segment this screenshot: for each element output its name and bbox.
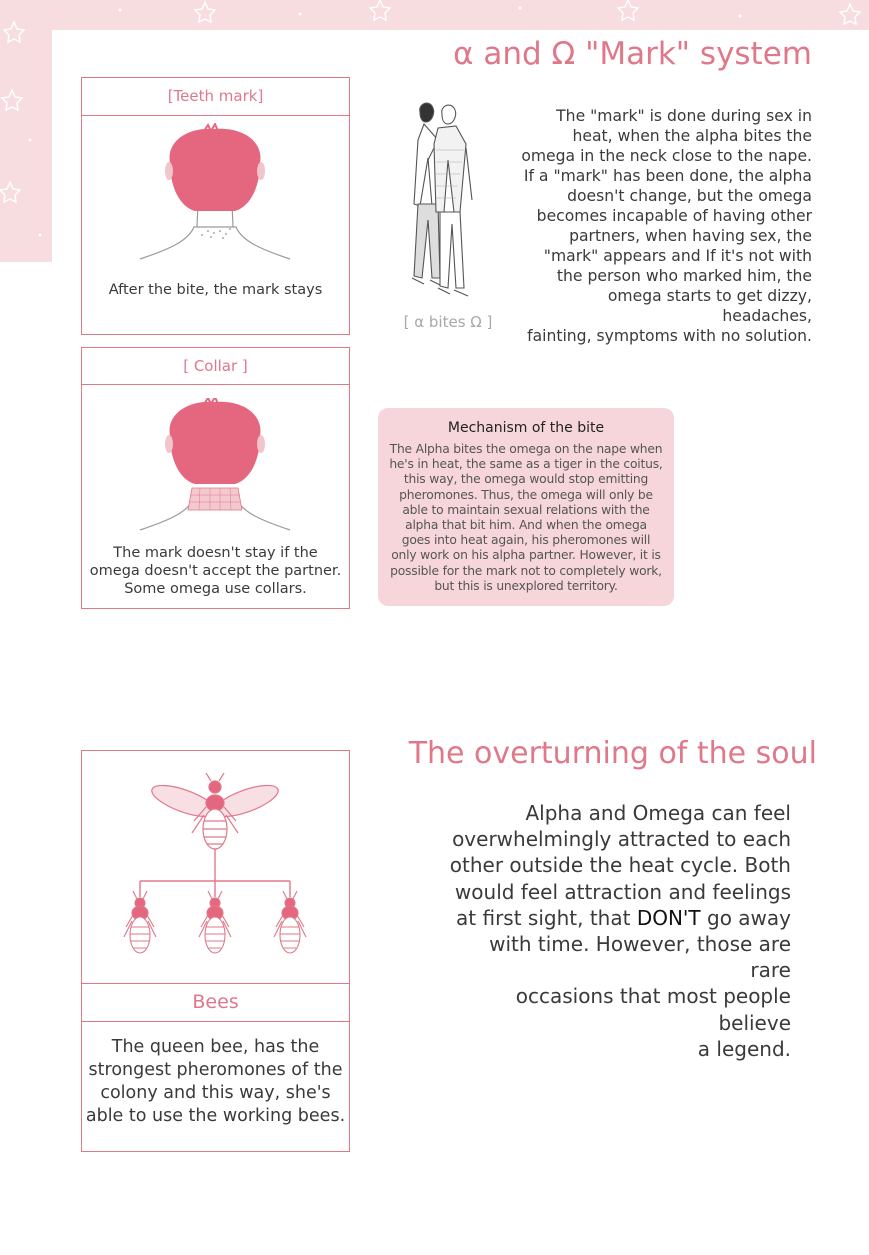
mechanism-line: only work on his alpha partner. However, it is [391, 548, 661, 563]
mechanism-title: Mechanism of the bite [447, 420, 605, 436]
paragraph-line: "mark" appears and If it's not with [543, 247, 812, 265]
teeth-mark-box [81, 77, 350, 335]
paragraph-line: the person who marked him, the [556, 267, 812, 285]
bees-caption-line-1: The queen bee, has the [111, 1037, 320, 1057]
paragraph-line: omega starts to get dizzy, headaches, [607, 287, 812, 325]
paragraph-line: overwhelmingly attracted to each [452, 827, 791, 852]
mechanism-line: pheromones. Thus, the omega will only be [399, 487, 653, 502]
paragraph-line: The "mark" is done during sex in [556, 107, 812, 125]
paragraph-line: occasions that most people believe [515, 984, 791, 1035]
mechanism-line: able to maintain sexual relations with the [402, 502, 650, 517]
paragraph-line: would feel attraction and feelings [454, 879, 791, 904]
paragraph-line: Alpha and Omega can feel [525, 801, 791, 825]
bees-caption-line-2: strongest pheromones of the [88, 1060, 343, 1080]
paragraph-line: other outside the heat cycle. Both [449, 853, 791, 878]
mechanism-line: he's in heat, the same as a tiger in the coitus, [389, 457, 663, 472]
figure-caption: [ α bites Ω ] [403, 313, 493, 331]
star-icon [4, 22, 24, 42]
paragraph-line: omega in the neck close to the nape. [521, 147, 812, 165]
bees-caption-line-3: colony and this way, she's [100, 1083, 331, 1103]
paragraph-line [445, 905, 791, 931]
collar-caption-line-3: Some omega use collars. [124, 581, 307, 597]
section-title-overturning: The overturning of the soul [408, 736, 817, 771]
queen-bee-icon [148, 773, 281, 849]
collar-label: [ Collar ] [82, 348, 349, 385]
worker-bee-icon [274, 891, 306, 953]
emphasis-text: DON'T [636, 905, 701, 930]
paragraph-line: If a "mark" has been done, the alpha [523, 167, 812, 185]
paragraph-line: a legend. [697, 1036, 791, 1061]
mechanism-line: goes into heat again, his pheromones will [401, 533, 651, 548]
paragraph-line: becomes incapable of having other [536, 207, 812, 225]
mechanism-line: this way, the omega would stop emitting [403, 472, 649, 487]
section-title-mark-system: α and Ω "Mark" system [453, 36, 812, 72]
overturning-paragraph [445, 800, 791, 1062]
collar-caption-line-2: omega doesn't accept the partner. [89, 563, 342, 579]
mechanism-callout [378, 408, 674, 606]
paragraph-line: partners, when having sex, the [569, 227, 812, 245]
paragraph-line: doesn't change, but the omega [567, 187, 812, 205]
worker-bee-icon [199, 891, 231, 953]
star-icon [618, 0, 638, 20]
collar-illustration [130, 398, 300, 534]
paragraph-text: go away [700, 905, 791, 930]
mechanism-line: alpha that bit him. And when the omega [405, 518, 647, 533]
bees-label: Bees [82, 983, 349, 1022]
mechanism-line: The Alpha bites the omega on the nape when [389, 442, 663, 456]
paragraph-text: at first sight, that [456, 905, 637, 930]
bee-hierarchy-illustration [102, 771, 328, 979]
paragraph-line: heat, when the alpha bites the [572, 127, 812, 145]
mechanism-line: possible for the mark not to completely work, [390, 563, 662, 578]
bees-caption-line-4: able to use the working bees. [85, 1106, 346, 1126]
alpha-bites-omega-illustration [398, 100, 494, 310]
mechanism-text [384, 442, 668, 594]
collar-caption-line-1: The mark doesn't stay if the [113, 545, 318, 561]
paragraph-line: with time. However, those are rare [489, 932, 791, 983]
star-icon [370, 0, 390, 20]
star-icon [2, 90, 22, 110]
mark-system-paragraph [520, 106, 812, 346]
teeth-mark-label: [Teeth mark] [82, 78, 349, 116]
paragraph-line: fainting, symptoms with no solution. [527, 327, 812, 345]
nape-bite-illustration [130, 123, 300, 263]
bees-box [81, 750, 350, 1152]
mechanism-line: but this is unexplored territory. [434, 578, 618, 593]
star-icon [840, 4, 860, 24]
star-icon [195, 2, 215, 22]
star-icon [0, 182, 20, 202]
worker-bee-icon [124, 891, 156, 953]
collar-box [81, 347, 350, 609]
teeth-mark-caption: After the bite, the mark stays [108, 282, 323, 298]
